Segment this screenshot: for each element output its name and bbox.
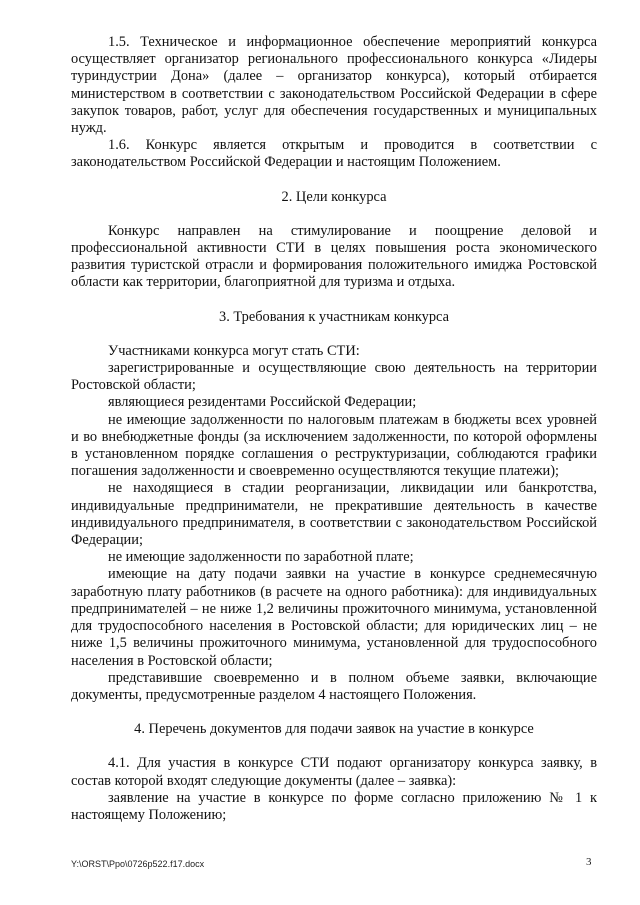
- file-path-footer: Y:\ORST\Ppo\0726p522.f17.docx: [71, 859, 205, 869]
- section-2-heading: 2. Цели конкурса: [281, 188, 387, 205]
- section-3-heading: 3. Требования к участникам конкурса: [219, 308, 449, 325]
- paragraph-4-1: 4.1. Для участия в конкурсе СТИ подают организатору конкурса заявку, в состав которой входят следующие документы (далее – заявка):: [71, 755, 597, 789]
- section-3-intro: Участниками конкурса могут стать СТИ:: [108, 342, 360, 359]
- section-2-text: Конкурс направлен на стимулирование и поощрение деловой и профессиональной активности СТИ в целях повышения роста экономического развития туристской отрасли и формирования положительного имиджа Ростовской области как территории, благоприятной для туризма и отдыха.: [71, 222, 597, 291]
- requirement-item: не находящиеся в стадии реорганизации, ликвидации или банкротства, индивидуальные предприниматели, не прекратившие деятельность в качестве индивидуального предпринимателя, в соответствии с законодательством Российской Федерации;: [71, 480, 597, 549]
- requirement-item: не имеющие задолженности по налоговым платежам в бюджеты всех уровней и во внебюджетные фонды (за исключением задолженности, по которой оформлены в установленном порядке соглашения о реструктуризации, соблюдаются графики погашения задолженности и своевременно осуществляются текущие платежи);: [71, 411, 597, 480]
- section-4-heading: 4. Перечень документов для подачи заявок на участие в конкурсе: [134, 721, 534, 738]
- requirement-item: представившие своевременно и в полном объеме заявки, включающие документы, предусмотренные разделом 4 настоящего Положения.: [71, 669, 597, 703]
- paragraph-1-5: 1.5. Техническое и информационное обеспечение мероприятий конкурса осуществляет организатор регионального профессионального конкурса «Лидеры туриндустрии Дона» (далее – организатор конкурса), который отбирается министерством в соответствии с законодательством Российской Федерации в сфере закупок товаров, работ, услуг для обеспечения государственных и муниципальных нужд.: [71, 34, 597, 137]
- document-list-item: заявление на участие в конкурсе по форме согласно приложению № 1 к настоящему Положению;: [71, 789, 597, 823]
- requirement-item: не имеющие задолженности по заработной плате;: [108, 549, 414, 566]
- requirement-item: зарегистрированные и осуществляющие свою деятельность на территории Ростовской области;: [71, 360, 597, 394]
- requirement-item: являющиеся резидентами Российской Федерации;: [108, 394, 417, 411]
- paragraph-1-6: 1.6. Конкурс является открытым и проводится в соответствии с законодательством Российской Федерации и настоящим Положением.: [71, 137, 597, 171]
- requirement-item: имеющие на дату подачи заявки на участие в конкурсе среднемесячную заработную плату работников (в расчете на одного работника): для индивидуальных предпринимателей – не ниже 1,2 величины прожиточного минимума, установленной для трудоспособного населения в Ростовской области; для юридических лиц – не ниже 1,5 величины прожиточного минимума, установленной для трудоспособного населения в Ростовской области;: [71, 566, 597, 669]
- page-number: 3: [586, 856, 592, 868]
- document-body: [71, 34, 597, 824]
